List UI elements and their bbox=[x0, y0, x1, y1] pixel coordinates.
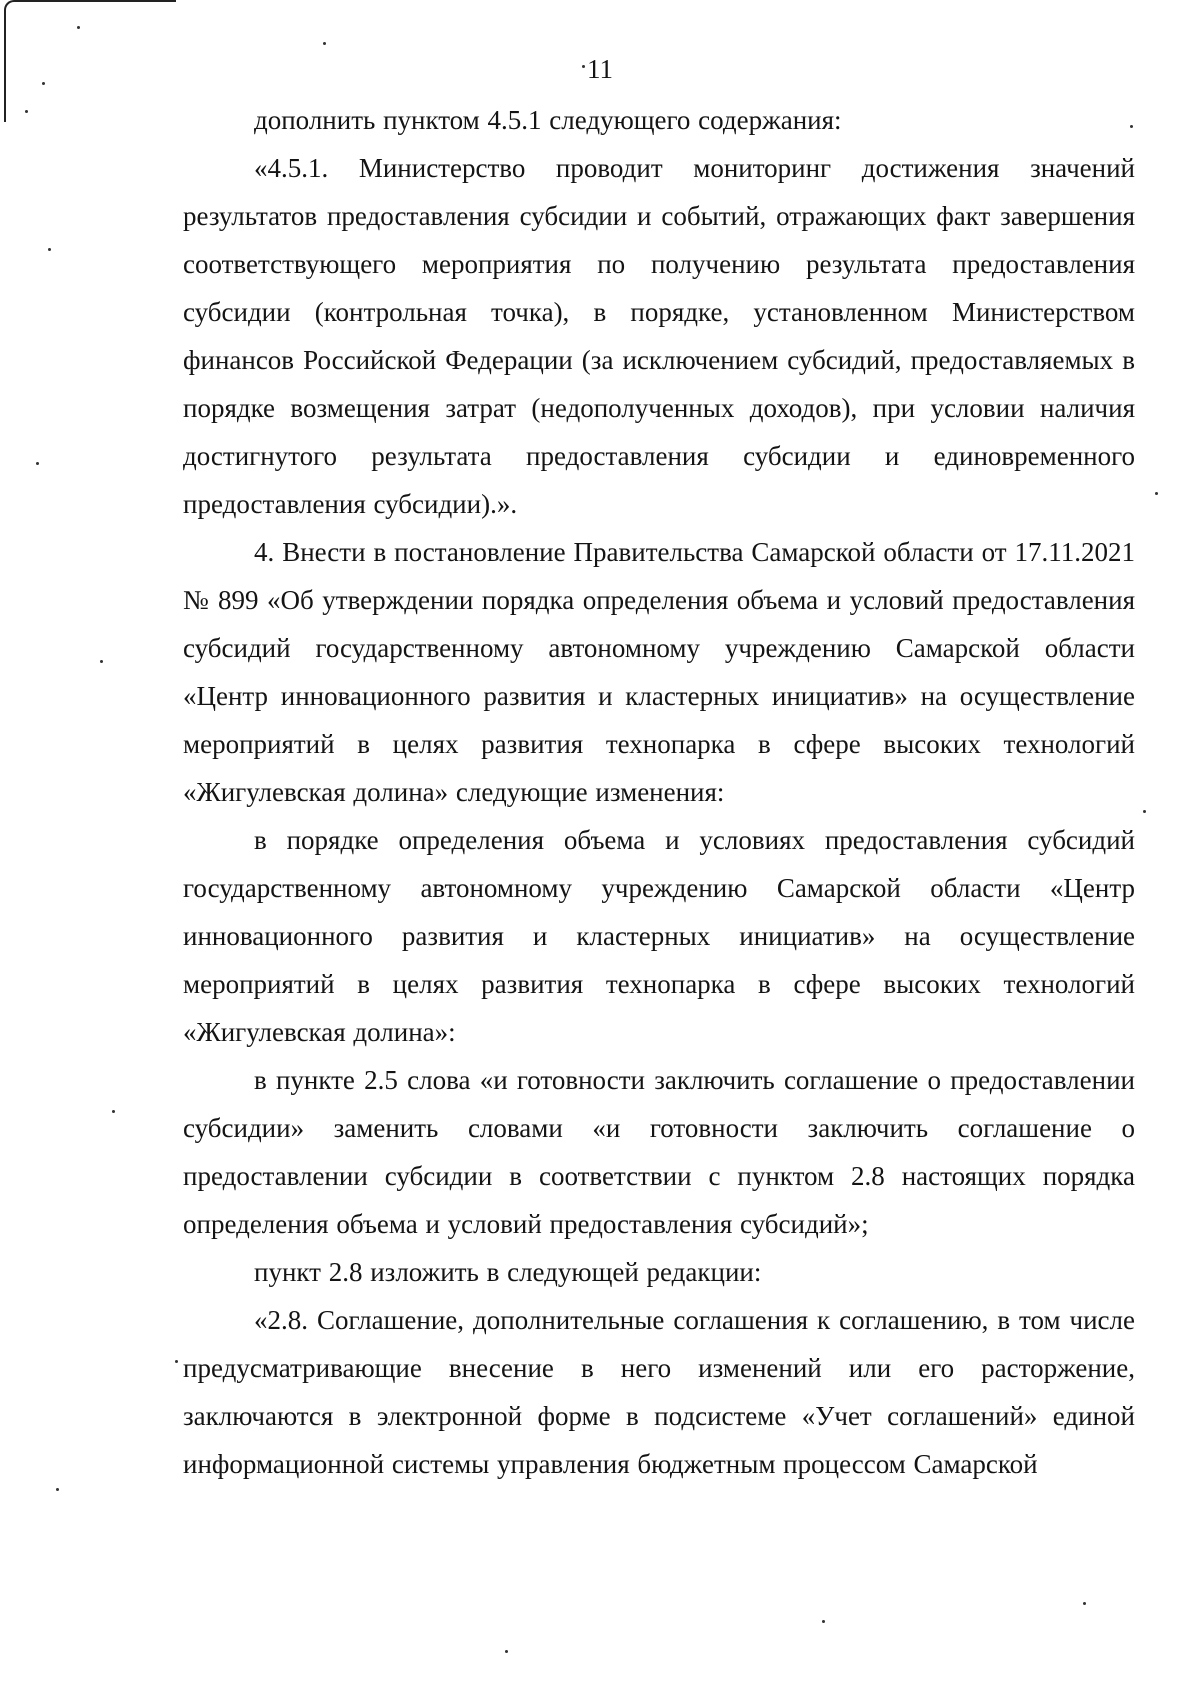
paragraph-clause-2-5: в пункте 2.5 слова «и готовности заключить соглашение о предоставлении субсидии» заменить словами «и готовности заключить соглашение о предоставлении субсидии в соответствии с пунктом 2.8 настоящих порядка определения объема и условий предоставления субсидий»; bbox=[183, 1065, 1135, 1239]
scan-speck bbox=[36, 462, 39, 465]
scan-speck bbox=[505, 1650, 508, 1653]
paragraph-item-4: 4. Внести в постановление Правительства Самарской области от 17.11.2021 № 899 «Об утверждении порядка определения объема и условий предоставления субсидий государственному автономному учреждению Самарской области «Центр инновационного развития и кластерных инициатив» на осуществление мероприятий в целях развития технопарка в сфере высоких технологий «Жигулевская долина» следующие изменения: bbox=[183, 537, 1135, 807]
paragraph-clause-2-8: «2.8. Соглашение, дополнительные соглашения к соглашению, в том числе предусматривающие внесение в него изменений или его расторжение, заключаются в электронной форме в подсистеме «Учет соглашений» единой информационной системы управления бюджетным процессом Самарской bbox=[183, 1305, 1135, 1479]
scan-speck bbox=[822, 1620, 825, 1623]
scan-speck bbox=[112, 1110, 115, 1113]
paragraph-procedure-changes: в порядке определения объема и условиях предоставления субсидий государственному автономному учреждению Самарской области «Центр инновационного развития и кластерных инициатив» на осуществление мероприятий в целях развития технопарка в сфере высоких технологий «Жигулевская долина»: bbox=[183, 825, 1135, 1047]
scan-speck bbox=[323, 42, 326, 45]
scan-speck bbox=[1083, 1602, 1086, 1605]
document-body bbox=[183, 96, 1135, 1488]
scan-speck bbox=[100, 660, 103, 663]
scan-speck bbox=[56, 1488, 59, 1491]
scan-speck bbox=[1143, 810, 1146, 813]
scan-speck bbox=[25, 110, 28, 113]
paragraph-clause-2-8-intro: пункт 2.8 изложить в следующей редакции: bbox=[254, 1257, 762, 1287]
scan-speck bbox=[1155, 492, 1158, 495]
paragraph-clause-4-5-1: «4.5.1. Министерство проводит мониторинг достижения значений результатов предоставления субсидии и событий, отражающих факт завершения соответствующего мероприятия по получению результата предоставления субсидии (контрольная точка), в порядке, установленном Министерством финансов Российской Федерации (за исключением субсидий, предоставляемых в порядке возмещения затрат (недополученных доходов), при условии наличия достигнутого результата предоставления субсидии и единовременного предоставления субсидии).». bbox=[183, 153, 1135, 519]
page-number: 11 bbox=[587, 54, 613, 84]
scan-speck bbox=[77, 26, 80, 29]
scan-speck bbox=[175, 1360, 178, 1363]
scan-speck bbox=[48, 248, 51, 251]
paragraph-intro: дополнить пунктом 4.5.1 следующего содержания: bbox=[254, 105, 842, 135]
